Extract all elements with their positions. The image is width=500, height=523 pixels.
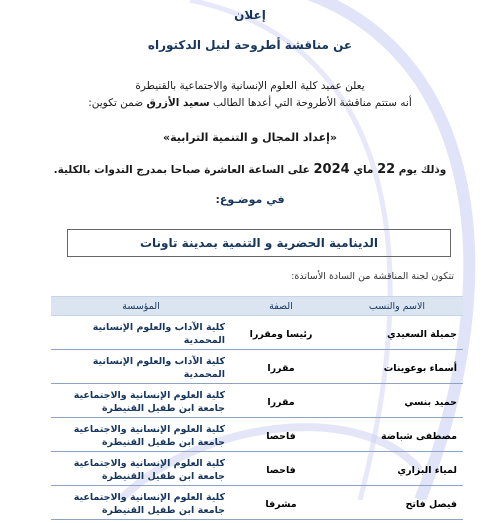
member-institution: كلية الآداب والعلوم الإنسانية المحمدية [51,353,231,384]
header-name: الاسم والنسب [331,296,463,316]
jury-table-header [51,296,463,316]
member-role: رئيسا ومقررا [231,319,331,350]
committee-intro: تتكون لجنة المناقشة من السادة الأساتذة: [291,271,454,282]
student-line-end: ضمن تكوين: [88,97,147,109]
date-month: ماي [349,164,378,176]
date-line-start: وذلك يوم [395,164,447,176]
student-line-start: أنه ستتم مناقشة الأطروحة التي أعدها الطالب [209,97,412,109]
announcement-subheading: عن مناقشة أطروحة لنيل الدكتوراه [147,38,353,52]
table-row [51,319,463,350]
dean-announcement-line: يعلن عميد كلية العلوم الإنسانية والاجتماعية بالقنيطرة [135,80,365,92]
member-name: مصطفى شباضة [331,421,463,452]
header-role: الصفة [231,296,331,316]
table-row [51,387,463,418]
table-row [51,489,463,520]
announcement-heading: إعلان [234,8,266,22]
table-row [51,455,463,486]
table-row [51,353,463,384]
defense-day: 22 [377,162,396,177]
member-role: مقررا [231,353,331,384]
student-line [0,97,500,109]
member-name: لمياء البزاري [331,455,463,486]
member-role: فاحصا [231,421,331,452]
member-role: مقررا [231,387,331,418]
jury-table [51,293,463,523]
member-role: فاحصا [231,455,331,486]
topic-label: في موضـوع: [215,193,285,206]
program-name: «إعداد المجال و التنمية الترابية» [162,131,337,144]
member-institution: كلية العلوم الإنسانية والاجتماعية جامعة ابن طفيل القنيطرة [51,421,231,452]
member-institution: كلية العلوم الإنسانية والاجتماعية جامعة ابن طفيل القنيطرة [51,387,231,418]
member-institution: كلية الآداب والعلوم الإنسانية المحمدية [51,319,231,350]
table-row [51,421,463,452]
thesis-topic-box [67,229,451,257]
member-name: جميلة السعيدي [331,319,463,350]
member-name: فيصل فاتح [331,489,463,520]
member-name: حميد بنسي [331,387,463,418]
member-name: أسماء بوعوينات [331,353,463,384]
thesis-topic-title: الدينامية الحضرية و التنمية بمدينة تاونات [139,236,379,250]
student-name: سعيد الأزرق [146,97,210,109]
member-role: مشرفا [231,489,331,520]
date-line-end: على الساعة العاشرة صباحا بمدرج الندوات بالكلية. [53,164,314,176]
date-line [0,162,500,177]
defense-year: 2024 [313,162,350,177]
member-institution: كلية العلوم الإنسانية والاجتماعية جامعة ابن طفيل القنيطرة [51,455,231,486]
member-institution: كلية العلوم الإنسانية والاجتماعية جامعة ابن طفيل القنيطرة [51,489,231,520]
header-institution: المؤسسة [51,296,231,316]
